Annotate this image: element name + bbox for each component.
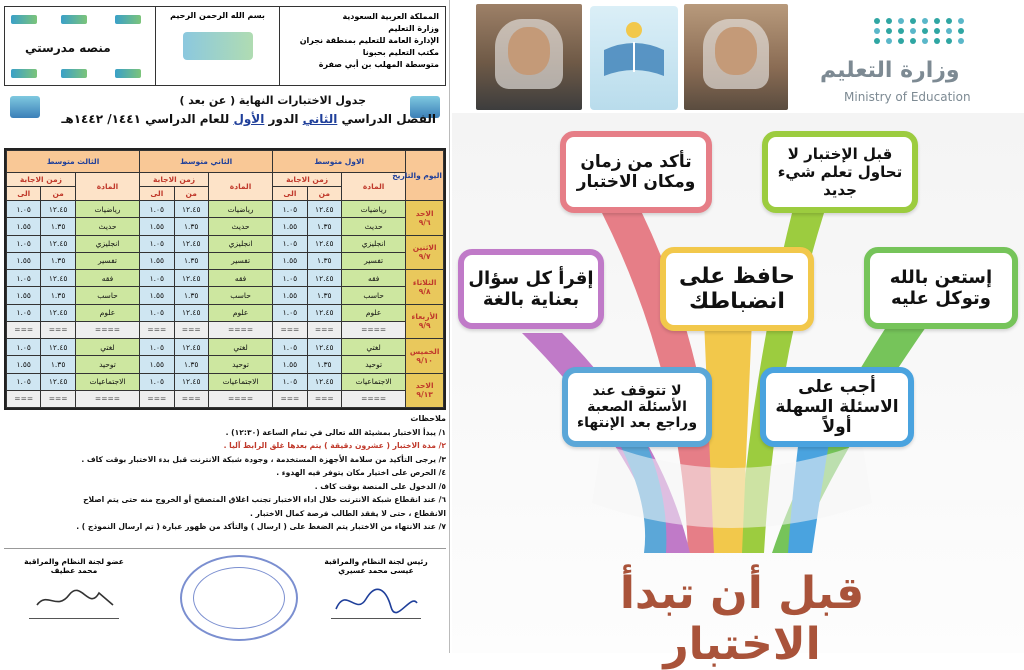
to-time-cell: ١.٠٥ bbox=[140, 373, 174, 390]
subject-cell: رياضيات bbox=[75, 201, 139, 218]
day-cell bbox=[406, 201, 444, 236]
to-header: الى bbox=[273, 187, 307, 201]
day-date: ٩/٩ bbox=[418, 321, 431, 331]
subject-cell: لغتي bbox=[208, 339, 272, 356]
committee-member-signature bbox=[14, 557, 134, 619]
to-time-cell: ١.٥٥ bbox=[140, 252, 174, 269]
day-date: ٩/٦ bbox=[418, 217, 431, 227]
handwritten-signature bbox=[331, 581, 421, 619]
day-date: ٩/٨ bbox=[418, 286, 431, 296]
from-time-cell: ١٢.٤٥ bbox=[307, 304, 341, 321]
subject-cell: حاسب bbox=[341, 287, 405, 304]
subject-cell: تفسير bbox=[208, 252, 272, 269]
tips-illustration bbox=[452, 113, 1024, 670]
table-row bbox=[7, 235, 444, 252]
to-time-cell: ١.٥٥ bbox=[140, 287, 174, 304]
to-time-cell: ١.٥٥ bbox=[273, 356, 307, 373]
from-time-cell: ١.٣٥ bbox=[307, 218, 341, 235]
school-logo-icon bbox=[590, 6, 678, 110]
subject-cell: الاجتماعيات bbox=[341, 373, 405, 390]
note-item: ٧/ عند الانتهاء من الاختبار يتم الضغط على ( ارسال ) والتأكد من ظهور عبارة ( تم ارسال النموذج ) . bbox=[76, 522, 446, 531]
subject-cell: توحيد bbox=[341, 356, 405, 373]
from-time-cell: === bbox=[174, 390, 208, 407]
subject-cell: لغتي bbox=[75, 339, 139, 356]
subject-cell: توحيد bbox=[208, 356, 272, 373]
to-time-cell: ١.٠٥ bbox=[7, 373, 41, 390]
from-time-cell: ١٢.٤٥ bbox=[307, 339, 341, 356]
to-time-cell: ١.٥٥ bbox=[7, 218, 41, 235]
from-time-cell: ١.٣٥ bbox=[307, 287, 341, 304]
notes-heading: ملاحظات bbox=[410, 414, 446, 423]
table-row bbox=[7, 252, 444, 269]
tip-card: إقرأ كل سؤال بعناية بالغة bbox=[458, 249, 604, 329]
subject-cell: انجليزي bbox=[75, 235, 139, 252]
to-time-cell: ١.٥٥ bbox=[273, 252, 307, 269]
subject-cell: توحيد bbox=[75, 356, 139, 373]
table-row bbox=[7, 356, 444, 373]
subject-cell: حديث bbox=[208, 218, 272, 235]
to-time-cell: ١.٥٥ bbox=[7, 356, 41, 373]
from-time-cell: ١.٣٥ bbox=[41, 356, 75, 373]
from-time-cell: ١٢.٤٥ bbox=[174, 270, 208, 287]
title-round-label: الدور bbox=[268, 112, 299, 126]
exam-tips-poster bbox=[452, 0, 1024, 670]
note-item: ١/ يبدأ الاختبار بمشيئة الله تعالى في تمام الساعة (١٢:٣٠) . bbox=[225, 427, 446, 437]
tip-card: تأكد من زمان ومكان الاختبار bbox=[560, 131, 712, 213]
header-line: متوسطة المهلب بن أبي صفرة bbox=[318, 60, 439, 69]
day-name: الاحد bbox=[415, 208, 434, 218]
to-time-cell: ١.٠٥ bbox=[140, 201, 174, 218]
subject-cell: انجليزي bbox=[341, 235, 405, 252]
table-row bbox=[7, 270, 444, 287]
from-time-cell: ١.٣٥ bbox=[307, 356, 341, 373]
subject-cell: ==== bbox=[208, 390, 272, 407]
exam-schedule-table bbox=[4, 148, 446, 410]
to-time-cell: ١.٠٥ bbox=[273, 339, 307, 356]
signer-title: عضو لجنة النظام والمراقبة bbox=[24, 557, 124, 566]
subject-cell: ==== bbox=[208, 321, 272, 338]
subject-cell: حديث bbox=[341, 218, 405, 235]
to-time-cell: ١.٠٥ bbox=[273, 373, 307, 390]
grade-header: الثالث متوسط bbox=[7, 151, 140, 173]
day-date: ٩/١٣ bbox=[416, 390, 433, 400]
committee-head-signature bbox=[316, 557, 436, 619]
subject-cell: فقه bbox=[341, 270, 405, 287]
to-time-cell: ١.٠٥ bbox=[7, 304, 41, 321]
subject-cell: علوم bbox=[208, 304, 272, 321]
grade-header: الاول متوسط bbox=[273, 151, 406, 173]
to-time-cell: === bbox=[140, 321, 174, 338]
from-time-cell: ١٢.٤٥ bbox=[174, 304, 208, 321]
table-row bbox=[7, 373, 444, 390]
platform-box bbox=[5, 7, 156, 85]
note-item: ٤/ الحرص على اختيار مكان يتوفر فيه الهدوء . bbox=[276, 468, 446, 477]
day-date: ٩/٧ bbox=[418, 252, 431, 262]
from-time-cell: ١٢.٤٥ bbox=[41, 339, 75, 356]
madrasati-logo-icon bbox=[11, 69, 37, 78]
ministry-of-education-logo bbox=[790, 6, 1020, 110]
subject-cell: رياضيات bbox=[341, 201, 405, 218]
title-year: للعام الدراسي ١٤٤١/ ١٤٤٢هـ bbox=[61, 112, 230, 126]
from-time-cell: ١٢.٤٥ bbox=[41, 304, 75, 321]
subject-header: المادة bbox=[75, 173, 139, 201]
from-time-cell: ١٢.٤٥ bbox=[41, 373, 75, 390]
from-time-cell: ١.٣٥ bbox=[41, 218, 75, 235]
subject-cell: انجليزي bbox=[208, 235, 272, 252]
table-row bbox=[7, 287, 444, 304]
note-item: ٣/ يرجى التأكيد من سلامة الأجهزة المستخدمة ، وجودة شبكة الانترنت قبل بدء الاختبار بوقت كاف . bbox=[81, 454, 446, 464]
subject-cell: ==== bbox=[75, 390, 139, 407]
official-stamp bbox=[180, 555, 298, 641]
from-time-cell: ١.٣٥ bbox=[41, 287, 75, 304]
to-time-cell: ١.٠٥ bbox=[140, 339, 174, 356]
grade-header: الثاني متوسط bbox=[140, 151, 273, 173]
signer-name: عيسى محمد عسيري bbox=[338, 566, 414, 575]
table-row bbox=[7, 218, 444, 235]
from-time-cell: ١.٣٥ bbox=[307, 252, 341, 269]
subject-cell: رياضيات bbox=[208, 201, 272, 218]
madrasati-logo-icon bbox=[61, 69, 87, 78]
from-time-cell: ١.٣٥ bbox=[174, 356, 208, 373]
subject-header: المادة bbox=[341, 173, 405, 201]
subject-header: المادة bbox=[208, 173, 272, 201]
header-line: الإدارة العامة للتعليم بمنطقة نجران bbox=[299, 36, 439, 45]
document-header bbox=[4, 6, 446, 86]
header-line: وزارة التعليم bbox=[388, 24, 439, 33]
basmala-box bbox=[156, 7, 279, 85]
from-time-cell: ١.٣٥ bbox=[174, 218, 208, 235]
note-item: الانقطاع ، حتى لا يفقد الطالب فرصة كمال الاختبار . bbox=[250, 508, 446, 518]
subject-cell: فقه bbox=[208, 270, 272, 287]
subject-cell: ==== bbox=[75, 321, 139, 338]
day-cell bbox=[406, 270, 444, 305]
title-line-1: جدول الاختبارات النهاية ( عن بعد ) bbox=[179, 94, 366, 107]
from-time-cell: === bbox=[41, 390, 75, 407]
note-item: ٢/ مدة الاختبار ( عشرون دقيقة ) يتم بعدها غلق الرابط آليا . bbox=[223, 441, 446, 450]
day-cell bbox=[406, 304, 444, 339]
subject-cell: حاسب bbox=[75, 287, 139, 304]
table-row bbox=[7, 321, 444, 338]
poster-header bbox=[452, 0, 1024, 113]
to-time-cell: ١.٠٥ bbox=[273, 201, 307, 218]
signer-name: محمد عطيف bbox=[50, 566, 98, 575]
table-row bbox=[7, 201, 444, 218]
to-time-cell: ١.٥٥ bbox=[7, 287, 41, 304]
to-time-cell: ١.٠٥ bbox=[7, 270, 41, 287]
table-row bbox=[7, 339, 444, 356]
day-date: ٩/١٠ bbox=[416, 355, 433, 365]
from-time-cell: === bbox=[41, 321, 75, 338]
to-time-cell: ١.٠٥ bbox=[140, 235, 174, 252]
time-header: زمن الاجابة bbox=[273, 173, 342, 187]
ministry-name-english: Ministry of Education bbox=[844, 90, 971, 104]
subject-cell: تفسير bbox=[75, 252, 139, 269]
from-header: من bbox=[307, 187, 341, 201]
to-time-cell: ١.٠٥ bbox=[140, 270, 174, 287]
tip-card: قبل الإختبار لا تحاول تعلم شيء جديد bbox=[762, 131, 918, 213]
subject-cell: تفسير bbox=[341, 252, 405, 269]
from-time-cell: ١٢.٤٥ bbox=[307, 201, 341, 218]
to-time-cell: ١.٥٥ bbox=[273, 218, 307, 235]
from-header: من bbox=[41, 187, 75, 201]
madrasati-logo-icon bbox=[115, 15, 141, 24]
from-time-cell: === bbox=[307, 321, 341, 338]
handwritten-signature bbox=[29, 581, 119, 619]
from-time-cell: ١٢.٤٥ bbox=[41, 235, 75, 252]
poster-title: قبل أن تبدأ الاختبار bbox=[619, 568, 865, 670]
signature-area bbox=[4, 548, 446, 648]
header-line: مكتب التعليم بحبونا bbox=[362, 48, 439, 57]
ministry-logo-icon bbox=[183, 32, 253, 60]
to-time-cell: ١.٠٥ bbox=[7, 235, 41, 252]
subject-cell: الاجتماعيات bbox=[75, 373, 139, 390]
book-logo-icon bbox=[10, 96, 40, 118]
to-time-cell: === bbox=[273, 321, 307, 338]
subject-cell: فقه bbox=[75, 270, 139, 287]
subject-cell: ==== bbox=[341, 390, 405, 407]
to-header: الى bbox=[7, 187, 41, 201]
note-item: ٦/ عند انقطاع شبكة الانترنت خلال اداء الاختبار تجنب اغلاق المتصفح أو الخروج منه حتى يتم اصلاح bbox=[83, 495, 446, 504]
schedule-title bbox=[4, 92, 446, 134]
to-time-cell: ١.٥٥ bbox=[140, 218, 174, 235]
day-cell bbox=[406, 235, 444, 270]
exam-schedule-document bbox=[0, 0, 450, 653]
tip-card: حافظ على انضباطك bbox=[660, 247, 814, 331]
signer-title: رئيس لجنة النظام والمراقبة bbox=[324, 557, 428, 566]
to-time-cell: ١.٠٥ bbox=[273, 270, 307, 287]
from-time-cell: ١.٣٥ bbox=[174, 287, 208, 304]
subject-cell: علوم bbox=[75, 304, 139, 321]
basmala: بسم الله الرحمن الرحيم bbox=[170, 11, 265, 20]
from-time-cell: ١.٣٥ bbox=[41, 252, 75, 269]
table-row bbox=[7, 304, 444, 321]
to-time-cell: ١.٠٥ bbox=[273, 235, 307, 252]
time-header: زمن الاجابة bbox=[140, 173, 209, 187]
subject-cell: الاجتماعيات bbox=[208, 373, 272, 390]
subject-cell: ==== bbox=[341, 321, 405, 338]
subject-cell: حديث bbox=[75, 218, 139, 235]
tip-card: لا تتوقف عند الأسئلة الصعبة وراجع بعد الإنتهاء bbox=[562, 367, 712, 447]
ministry-name-arabic: وزارة التعليم bbox=[820, 58, 960, 83]
from-time-cell: ١٢.٤٥ bbox=[174, 235, 208, 252]
madrasati-logo-icon bbox=[115, 69, 141, 78]
from-time-cell: === bbox=[307, 390, 341, 407]
day-cell bbox=[406, 339, 444, 374]
from-time-cell: ١.٣٥ bbox=[174, 252, 208, 269]
title-round: الأول bbox=[233, 112, 265, 126]
platform-title: منصه مدرستي bbox=[25, 41, 111, 55]
from-time-cell: ١٢.٤٥ bbox=[174, 339, 208, 356]
to-time-cell: ١.٥٥ bbox=[140, 356, 174, 373]
to-time-cell: ١.٠٥ bbox=[7, 201, 41, 218]
ministry-dots-icon bbox=[874, 18, 964, 24]
from-header: من bbox=[174, 187, 208, 201]
subject-cell: لغتي bbox=[341, 339, 405, 356]
table-row bbox=[7, 390, 444, 407]
from-time-cell: ١٢.٤٥ bbox=[307, 373, 341, 390]
day-name: الاثنين bbox=[412, 243, 437, 253]
from-time-cell: ١٢.٤٥ bbox=[307, 270, 341, 287]
header-line: المملكة العربية السعودية bbox=[342, 12, 439, 21]
subject-cell: حاسب bbox=[208, 287, 272, 304]
portrait-image bbox=[476, 4, 582, 110]
from-time-cell: ١٢.٤٥ bbox=[307, 235, 341, 252]
day-name: الثلاثاء bbox=[412, 277, 437, 287]
to-time-cell: === bbox=[7, 390, 41, 407]
institution-box bbox=[280, 7, 445, 85]
tip-card: أجب على الاسئلة السهلة أولاً bbox=[760, 367, 914, 447]
from-time-cell: ١٢.٤٥ bbox=[174, 201, 208, 218]
title-term-label: الفصل الدراسي bbox=[341, 112, 436, 126]
from-time-cell: ١٢.٤٥ bbox=[174, 373, 208, 390]
notes-section bbox=[4, 412, 446, 542]
schedule-body bbox=[7, 201, 444, 408]
to-time-cell: ١.٥٥ bbox=[7, 252, 41, 269]
from-time-cell: ١٢.٤٥ bbox=[41, 201, 75, 218]
day-header: اليوم والتاريخ bbox=[406, 151, 444, 201]
day-cell bbox=[406, 373, 444, 408]
from-time-cell: === bbox=[174, 321, 208, 338]
day-name: الخميس bbox=[409, 346, 440, 356]
day-name: الاحد bbox=[415, 381, 434, 391]
from-time-cell: ١٢.٤٥ bbox=[41, 270, 75, 287]
note-item: ٥/ الدخول على المنصة بوقت كاف . bbox=[314, 481, 446, 491]
tip-card: إستعن بالله وتوكل عليه bbox=[864, 247, 1018, 329]
to-time-cell: === bbox=[7, 321, 41, 338]
title-term: الثاني bbox=[302, 112, 338, 126]
to-time-cell: ١.٠٥ bbox=[140, 304, 174, 321]
madrasati-logo-icon bbox=[11, 15, 37, 24]
to-time-cell: ١.٥٥ bbox=[273, 287, 307, 304]
to-header: الى bbox=[140, 187, 174, 201]
title-line-2 bbox=[61, 112, 436, 126]
to-time-cell: === bbox=[140, 390, 174, 407]
to-time-cell: === bbox=[273, 390, 307, 407]
subject-cell: علوم bbox=[341, 304, 405, 321]
madrasati-logo-icon bbox=[61, 15, 87, 24]
time-header: زمن الاجابة bbox=[7, 173, 76, 187]
to-time-cell: ١.٠٥ bbox=[7, 339, 41, 356]
day-name: الأربعاء bbox=[411, 312, 438, 322]
to-time-cell: ١.٠٥ bbox=[273, 304, 307, 321]
portrait-image bbox=[684, 4, 788, 110]
